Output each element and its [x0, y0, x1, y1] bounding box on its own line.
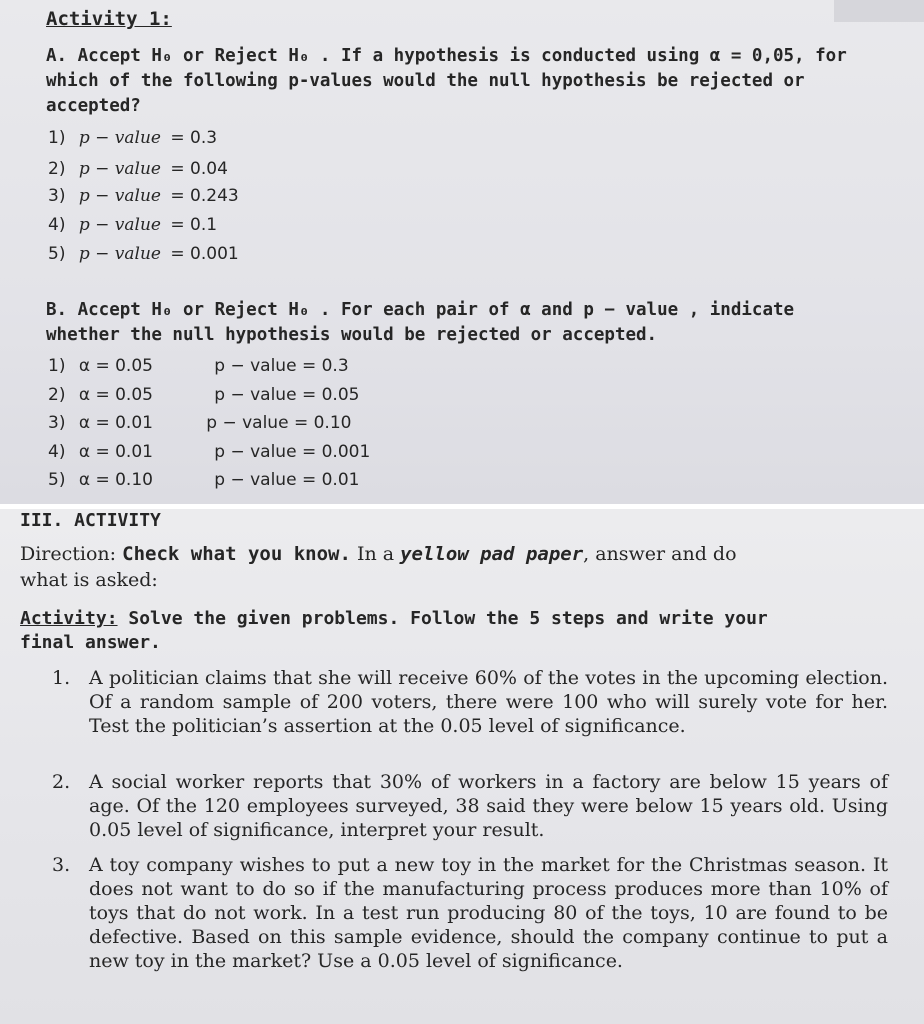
partA-line3: accepted? — [46, 96, 141, 116]
partB-item: 2) α = 0.05 p − value = 0.05 — [48, 385, 360, 405]
partA-item: 4) p − value = 0.1 — [48, 215, 218, 235]
activity-instruction: Activity: Solve the given problems. Follow the 5 steps and write your — [20, 608, 768, 629]
partA-line2: which of the following p-values would the null hypothesis be rejected or — [46, 71, 805, 91]
partB-item: 5) α = 0.10 p − value = 0.01 — [48, 470, 360, 490]
partA-item: 3) p − value = 0.243 — [48, 186, 239, 206]
problem-item: 2. A social worker reports that 30% of workers in a factory are below 15 years of age. Of the 120 employees surveyed, 38 said they were below 15 years old. Using 0.05 level of significance, interpret your result. — [52, 771, 888, 841]
partB-item: 4) α = 0.01 p − value = 0.001 — [48, 442, 371, 462]
partB-line2: whether the null hypothesis would be rejected or accepted. — [46, 325, 658, 345]
direction-line: Direction: Check what you know. In a yellow pad paper, answer and do — [20, 543, 737, 565]
problem-item: 3. A toy company wishes to put a new toy in the market for the Christmas season. It does not want to do so if the manufacturing process produces more than 10% of toys that do not work. In a test run producing 80 of the toys, 10 are found to be defective. Based on this sample evidence, should the company continue to put a new toy in the market? Use a 0.05 level of significance. — [52, 854, 888, 972]
corner-patch — [834, 0, 924, 22]
partB-item: 3) α = 0.01 p − value = 0.10 — [48, 413, 352, 433]
activity1-title: Activity 1: — [46, 8, 172, 30]
partA-item: 2) p − value = 0.04 — [48, 159, 228, 179]
partA-item: 5) p − value = 0.001 — [48, 244, 239, 264]
partA-line1: A. Accept H₀ or Reject H₀ . If a hypothesis is conducted using α = 0,05, for — [46, 46, 847, 66]
partB-item: 1) α = 0.05 p − value = 0.3 — [48, 356, 349, 376]
partA-item: 1) p − value = 0.3 — [48, 128, 218, 148]
activity-instruction-line2: final answer. — [20, 632, 161, 653]
direction-line2: what is asked: — [20, 569, 158, 591]
partB-line1: B. Accept H₀ or Reject H₀ . For each pair of α and p − value , indicate — [46, 300, 795, 320]
section3-title: III. ACTIVITY — [20, 510, 161, 531]
problem-item: 1. A politician claims that she will receive 60% of the votes in the upcoming election. Of a random sample of 200 voters, there were 100 who will surely vote for her. Test the politician’s assertion at the 0.05 level of significance. — [52, 667, 888, 737]
